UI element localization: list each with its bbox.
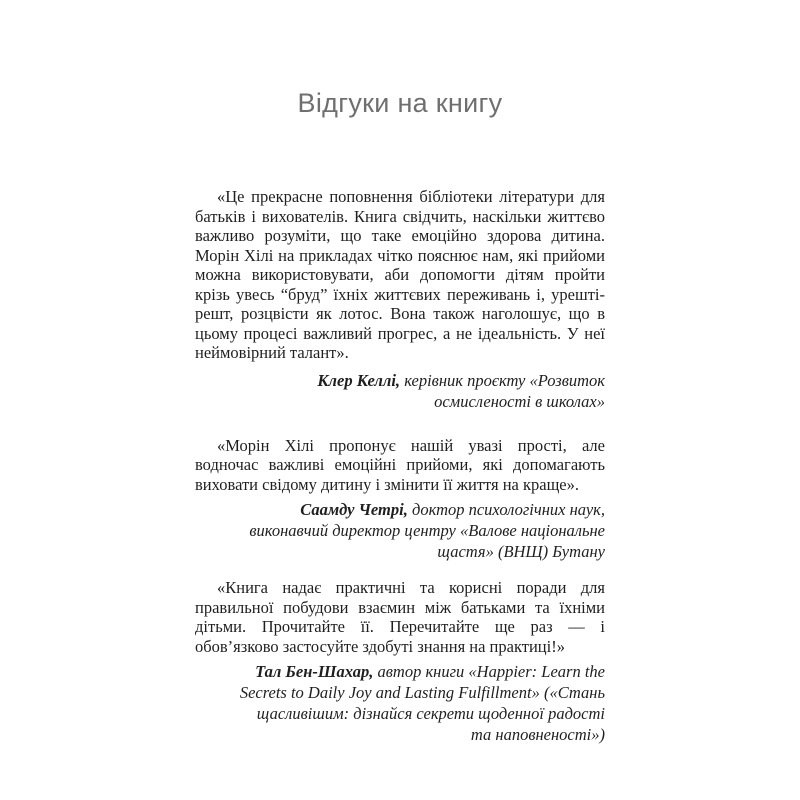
- review-author: Тал Бен-Шахар,: [255, 662, 374, 681]
- review-attribution: [235, 661, 605, 745]
- book-page: [195, 0, 605, 745]
- page-title: Відгуки на книгу: [297, 88, 503, 118]
- review-author-role: керівник проєкту «Розвиток осмисленості в школах»: [404, 370, 605, 411]
- review-block: [195, 436, 605, 563]
- review-quote: «Морін Хілі пропонує нашій увазі прості, але водночас важливі емоційні прийоми, які допомагають виховати свідому дитину і змінити її життя на краще».: [195, 435, 605, 494]
- review-attribution: [235, 499, 605, 562]
- review-block: [195, 578, 605, 745]
- review-attribution: [235, 370, 605, 412]
- review-author: Саамду Четрі,: [300, 500, 408, 519]
- review-quote: «Книга надає практичні та корисні поради для правильної побудови взаємин між батьками та їхніми дітьми. Прочитайте її. Перечитайте ще раз — і обов’язково застосуйте здобуті знання на практиці!»: [195, 578, 605, 656]
- review-author: Клер Келлі,: [317, 370, 401, 390]
- review-block: [195, 187, 605, 412]
- review-author-role: автор книги «Happier: Learn the Secrets to Daily Joy and Lasting Fulfillment» («Стань щасливішим: дізнайся секрети щоденної радості та наповненості»): [239, 662, 605, 744]
- review-quote: «Це прекрасне поповнення бібліотеки літератури для батьків і вихователів. Книга свідчить, наскільки життєво важливо розуміти, що таке емоційно здорова дитина. Морін Хілі на прикладах чітко пояснює нам, які прийоми можна використовувати, аби допомогти дітям пройти крізь увесь “бруд” їхніх життєвих переживань і, урешті-решт, розцвісти як лотос. Вона також наголошує, що в цьому процесі важливий прогрес, а не ідеальність. У неї неймовірний талант».: [195, 187, 605, 362]
- review-author-role: доктор психологічних наук, виконавчий директор центру «Валове національне щастя» (ВНЩ) Бутану: [249, 500, 605, 561]
